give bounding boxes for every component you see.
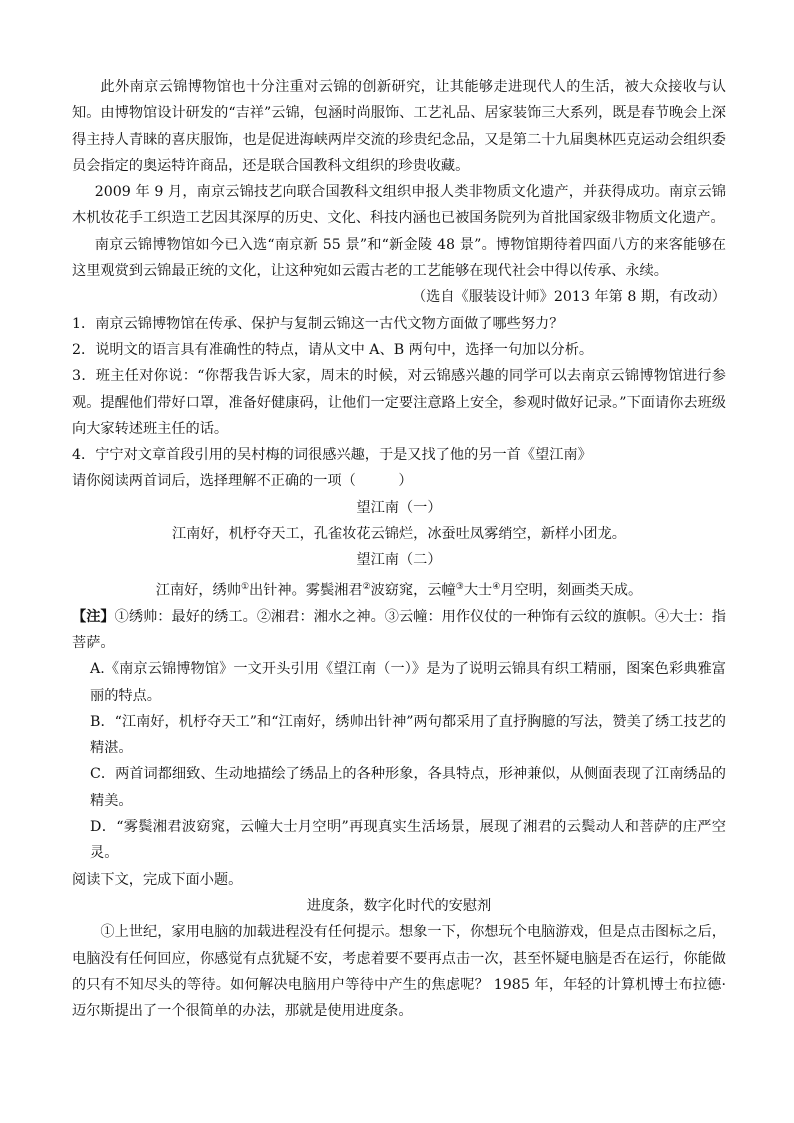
option-a: A.《南京云锦博物馆》一文开头引用《望江南（一）》是为了说明云锦具有织工精丽，图案色彩典雅富丽的特点。 <box>90 661 726 704</box>
article1-paragraph-2: 2009 年 9 月，南京云锦技艺向联合国教科文组织申报人类非物质文化遗产，并获得成功。南京云锦木机妆花手工织造工艺因其深厚的历史、文化、科技内涵也已被国务院列为首批国家级非物质文化遗产。 <box>72 184 726 227</box>
footnote-marker: ② <box>362 581 371 592</box>
question-3: 3．班主任对你说：“你帮我告诉大家，周末的时候，对云锦感兴趣的同学可以去南京云锦博物馆进行参观。提醒他们带好口罩，准备好健康码，让他们一定要注意路上安全，参观时做好记录。”下面请你去班级向大家转述班主任的话。 <box>72 368 726 437</box>
poem-2-part: 月空明，刻画类天成。 <box>500 582 643 599</box>
article2-paragraph-1: ①上世纪，家用电脑的加载进程没有任何提示。想象一下，你想玩个电脑游戏，但是点击图标之后，电脑没有任何回应，你感觉有点犹疑不安，考虑着要不要再点击一次，甚至怀疑电脑是否在运行，你能做的只有不知尽头的等待。如何解决电脑用户等待中产生的焦虑呢？ 1985 年，年轻的计算机博士布拉德·迈尔斯提出了一个很简单的办法，那就是使用进度条。 <box>72 924 726 1020</box>
poem-note <box>72 604 726 657</box>
article1-source: （选自《服装设计师》2013 年第 8 期，有改动） <box>411 289 726 306</box>
option-c: C．两首词都细致、生动地描绘了绣品上的各种形象，各具特点，形神兼似，从侧面表现了江南绣品的精美。 <box>90 766 726 809</box>
poem-2-part: 大士 <box>463 582 493 599</box>
article1-paragraph-3: 南京云锦博物馆如今已入选“南京新 55 景”和“新金陵 48 景”。博物馆期待着四面八方的来客能够在这里观赏到云锦最正统的文化，让这种宛如云霞古老的工艺能够在现代社会中得以传承、永续。 <box>72 236 726 280</box>
document-page <box>72 74 726 1024</box>
footnote-marker: ③ <box>455 581 464 592</box>
question-4-line-2: 请你阅读两首词后，选择理解不正确的一项（ ） <box>72 473 413 490</box>
poem-1-title: 望江南（一） <box>356 499 442 516</box>
note-text: ①绣帅：最好的绣工。②湘君：湘水之神。③云幢：用作仪仗的一种饰有云纹的旗帜。④大士：指菩萨。 <box>72 608 726 651</box>
poem-2-part: 江南好，绣帅 <box>155 582 241 599</box>
question-4-line-1: 4．宁宁对文章首段引用的吴村梅的词很感兴趣，于是又找了他的另一首《望江南》 <box>72 447 592 464</box>
question-1: 1．南京云锦博物馆在传承、保护与复制云锦这一古代文物方面做了哪些努力？ <box>72 315 564 332</box>
poem-2-text <box>72 574 726 604</box>
poem-2-part: 出针神。雾鬓湘君 <box>249 582 363 599</box>
option-b: B．“江南好，机杼夺天工”和“江南好，绣帅出针神”两句都采用了直抒胸臆的写法，赞美了绣工技艺的精湛。 <box>90 713 726 757</box>
article2-intro: 阅读下文，完成下面小题。 <box>72 871 243 888</box>
footnote-marker: ④ <box>492 581 501 592</box>
note-label: 【注】 <box>72 608 115 625</box>
poem-1-text: 江南好，机杼夺天工，孔雀妆花云锦烂，冰蚕吐凤雾绡空，新样小团龙。 <box>171 526 626 543</box>
poem-2-part: 波窈窕，云幢 <box>370 582 456 599</box>
poem-2-title: 望江南（二） <box>356 552 442 569</box>
question-2: 2．说明文的语言具有准确性的特点，请从文中 A、B 两句中，选择一句加以分析。 <box>72 341 594 358</box>
article1-paragraph-1: 此外南京云锦博物馆也十分注重对云锦的创新研究，让其能够走进现代人的生活，被大众接收与认知。由博物馆设计研发的“吉祥”云锦，包涵时尚服饰、工艺礼品、居家装饰三大系列，既是春节晚会上深得主持人青睐的喜庆服饰，也是促进海峡两岸交流的珍贵纪念品，又是第二十九届奥林匹克运动会组织委员会指定的奥运特许商品，还是联合国教科文组织的珍贵收藏。 <box>72 79 726 174</box>
article2-title: 进度条，数字化时代的安慰剂 <box>306 897 492 914</box>
footnote-marker: ① <box>240 581 250 592</box>
option-d: D．“雾鬓湘君波窈窕，云幢大士月空明”再现真实生活场景，展现了湘君的云鬓动人和菩萨的庄严空灵。 <box>90 819 726 862</box>
